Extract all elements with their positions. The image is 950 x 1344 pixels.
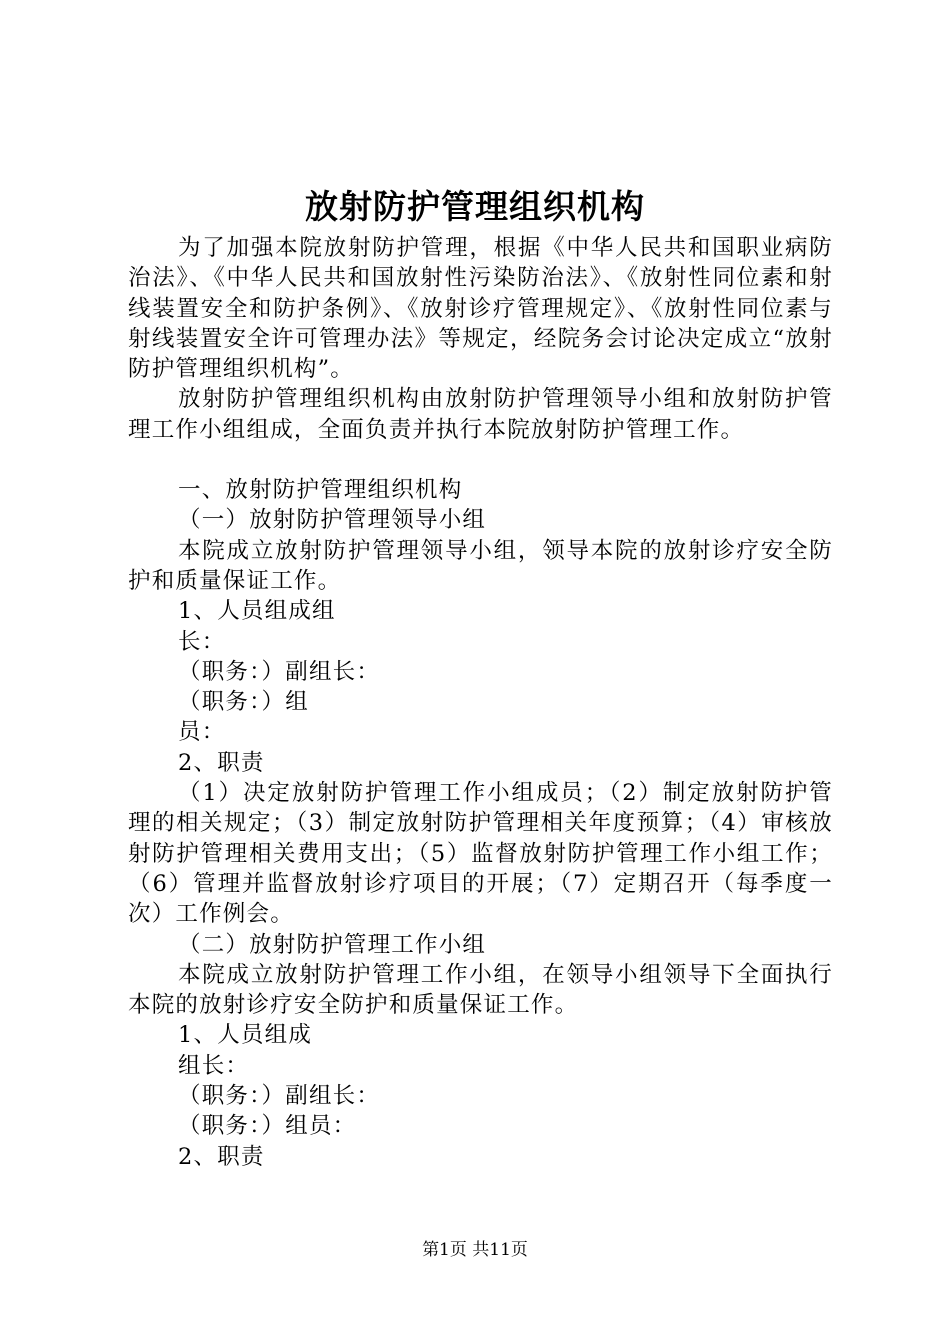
leadership-duties: （1）决定放射防护管理工作小组成员；（2）制定放射防护管理的相关规定；（3）制定放射防护管理相关年度预算；（4）审核放射防护管理相关费用支出；（5）监督放射防护管理工作小组工作；（6）管理并监督放射诊疗项目的开展；（7）定期召开（每季度一次）工作例会。 xyxy=(128,780,833,928)
leadership-line: （职务：）组 xyxy=(178,689,309,716)
leadership-line: 1、人员组成组 xyxy=(178,598,336,625)
leadership-intro: 本院成立放射防护管理领导小组，领导本院的放射诊疗安全防护和质量保证工作。 xyxy=(128,537,833,594)
working-group-line: 组长： xyxy=(178,1052,250,1079)
subsection-heading-working-group: （二）放射防护管理工作小组 xyxy=(178,931,487,958)
leadership-line: 2、职责 xyxy=(178,749,265,776)
leadership-line: （职务：）副组长： xyxy=(178,658,381,685)
working-group-line: （职务：）组员： xyxy=(178,1113,357,1140)
section-heading: 一、放射防护管理组织机构 xyxy=(178,477,463,504)
working-group-line: （职务：）副组长： xyxy=(178,1083,381,1110)
working-group-line: 2、职责 xyxy=(178,1143,265,1170)
document-title: 放射防护管理组织机构 xyxy=(305,187,645,226)
structure-paragraph: 放射防护管理组织机构由放射防护管理领导小组和放射防护管理工作小组组成，全面负责并执行本院放射防护管理工作。 xyxy=(128,386,833,443)
subsection-heading-leadership: （一）放射防护管理领导小组 xyxy=(178,507,487,534)
document-body xyxy=(128,233,833,1172)
blank-line xyxy=(128,445,833,475)
leadership-line: 长： xyxy=(178,628,226,655)
page-number-footer: 第1页 共11页 xyxy=(422,1240,528,1260)
intro-paragraph: 为了加强本院放射防护管理，根据《中华人民共和国职业病防治法》、《中华人民共和国放射性污染防治法》、《放射性同位素和射线装置安全和防护条例》、《放射诊疗管理规定》、《放射性同位素与射线装置安全许可管理办法》等规定，经院务会讨论决定成立“放射防护管理组织机构”。 xyxy=(128,235,833,383)
working-group-line: 1、人员组成 xyxy=(178,1022,313,1049)
working-group-intro: 本院成立放射防护管理工作小组，在领导小组领导下全面执行本院的放射诊疗安全防护和质量保证工作。 xyxy=(128,961,833,1019)
leadership-line: 员： xyxy=(178,719,226,746)
